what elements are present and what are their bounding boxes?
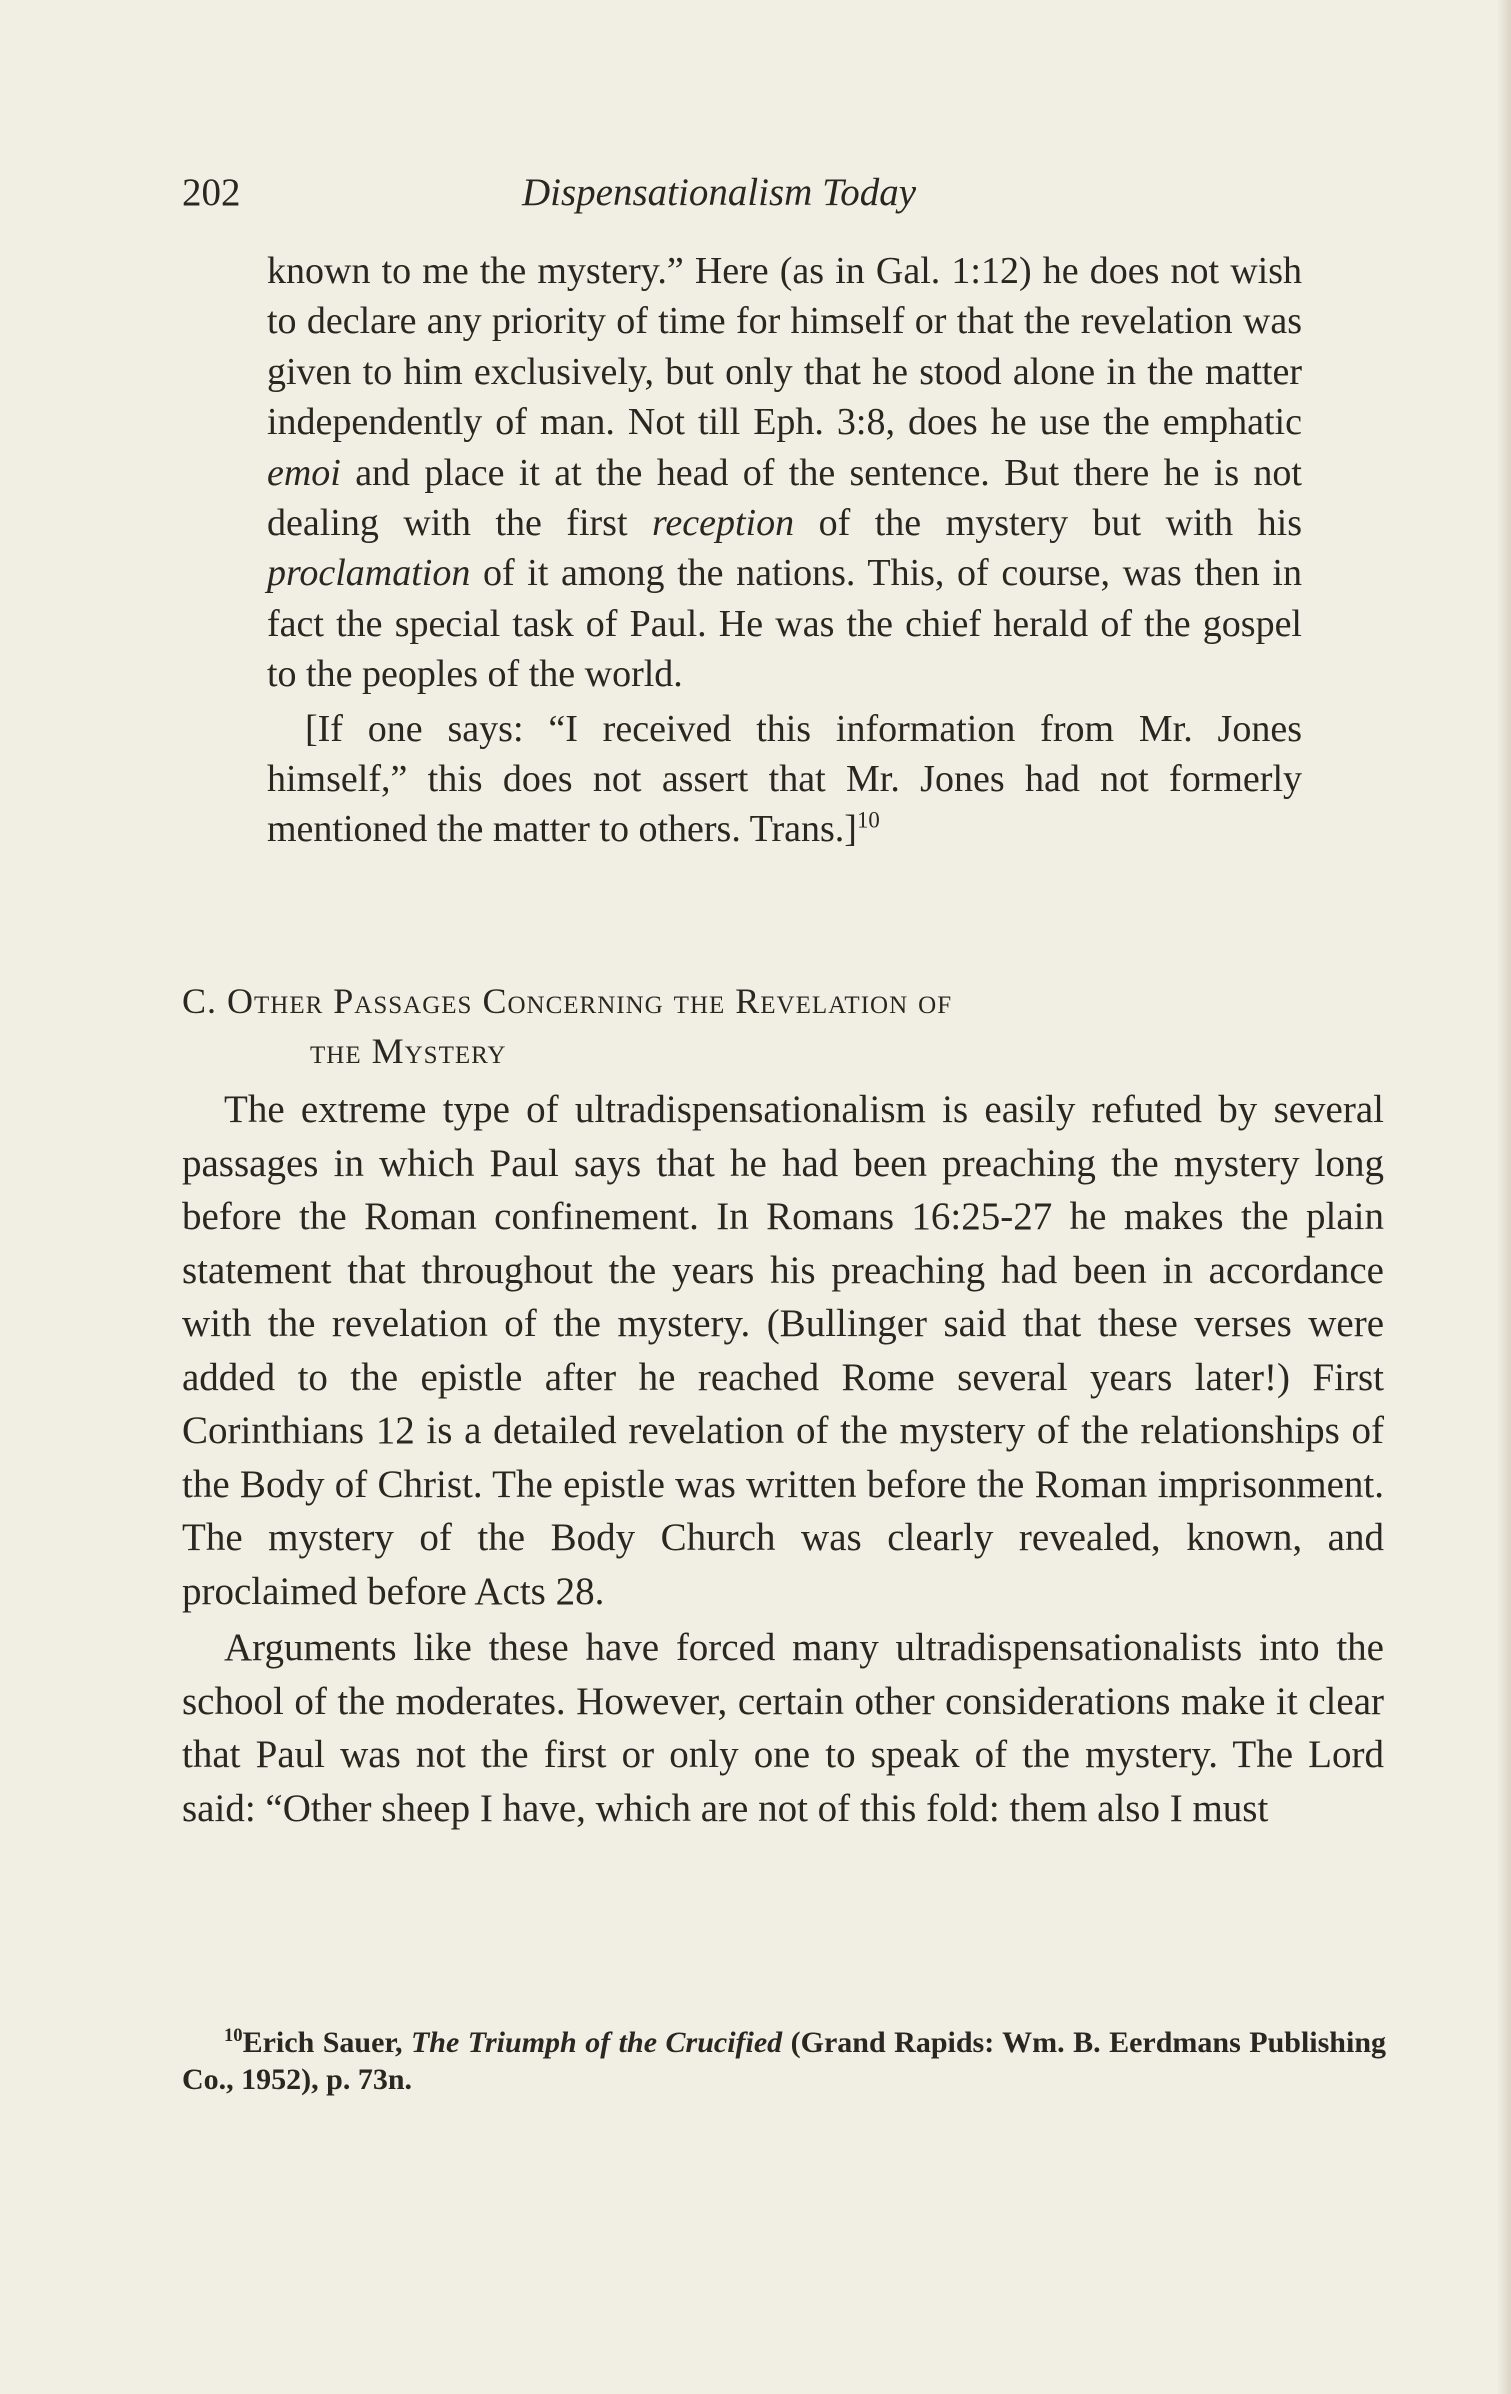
block-quotation bbox=[267, 246, 1302, 855]
greek-term: emoi bbox=[267, 451, 341, 494]
section-heading bbox=[182, 976, 1302, 1076]
footnote-reference: 10 bbox=[856, 807, 880, 833]
cited-title: The Triumph of the Crucified bbox=[410, 2026, 783, 2059]
translator-note-paragraph: [If one says: “I received this information from Mr. Jones himself,” this does not assert that Mr. Jones had not formerly mentioned the matter to others. Trans.]$^{10}$ bbox=[267, 707, 1302, 851]
quotation-paragraph: known to me the mystery.” Here (as in Gal. 1:12) he does not wish to declare any priority of time for himself or that the revelation was given to him exclusively, but only that he stood alone in the matter independently of man. Not till Eph. 3:8, does he use the emphatic emoi and place it at the head of the sentence. But there he is not dealing with the first reception of the mystery but with his proclamation of it among the nations. This, of course, was then in fact the special task of Paul. He was the chief herald of the gospel to the peoples of the world. bbox=[267, 250, 1302, 696]
footnote-number: 10 bbox=[224, 2025, 243, 2046]
footnote bbox=[182, 2024, 1386, 2098]
section-heading-line: the Mystery bbox=[310, 1031, 507, 1071]
page-edge bbox=[1497, 0, 1511, 2394]
emphasized-term: reception bbox=[652, 502, 795, 545]
body-paragraph: Arguments like these have forced many ultradispensationalists into the school of the moderates. However, certain other considerations make it clear that Paul was not the first or only one to speak of the mystery. The Lord said: “Other sheep I have, which are not of this fold: them also I must bbox=[182, 1626, 1384, 1830]
emphasized-term: proclamation bbox=[267, 552, 471, 595]
page-number: 202 bbox=[182, 171, 241, 214]
footnote-text: $^{10}$Erich Sauer, The Triumph of the Crucified (Grand Rapids: Wm. B. Eerdmans Publishing Co., 1952), p. 73n. bbox=[182, 2025, 1387, 2096]
book-title: Dispensationalism Today bbox=[522, 171, 917, 214]
body-text bbox=[182, 1083, 1384, 1835]
section-heading-line: C. Other Passages Concerning the Revelation of bbox=[182, 981, 953, 1021]
running-head bbox=[182, 168, 1382, 218]
body-paragraph: The extreme type of ultradispensationalism is easily refuted by several passages in which Paul says that he had been preaching the mystery long before the Roman confinement. In Romans 16:25-27 he makes the plain statement that throughout the years his preaching had been in accordance with the revelation of the mystery. (Bullinger said that these verses were added to the epistle after he reached Rome several years later!) First Corinthians 12 is a detailed revelation of the mystery of the relationships of the Body of Christ. The epistle was written before the Roman imprisonment. The mystery of the Body Church was clearly revealed, known, and proclaimed before Acts 28. bbox=[182, 1088, 1384, 1613]
